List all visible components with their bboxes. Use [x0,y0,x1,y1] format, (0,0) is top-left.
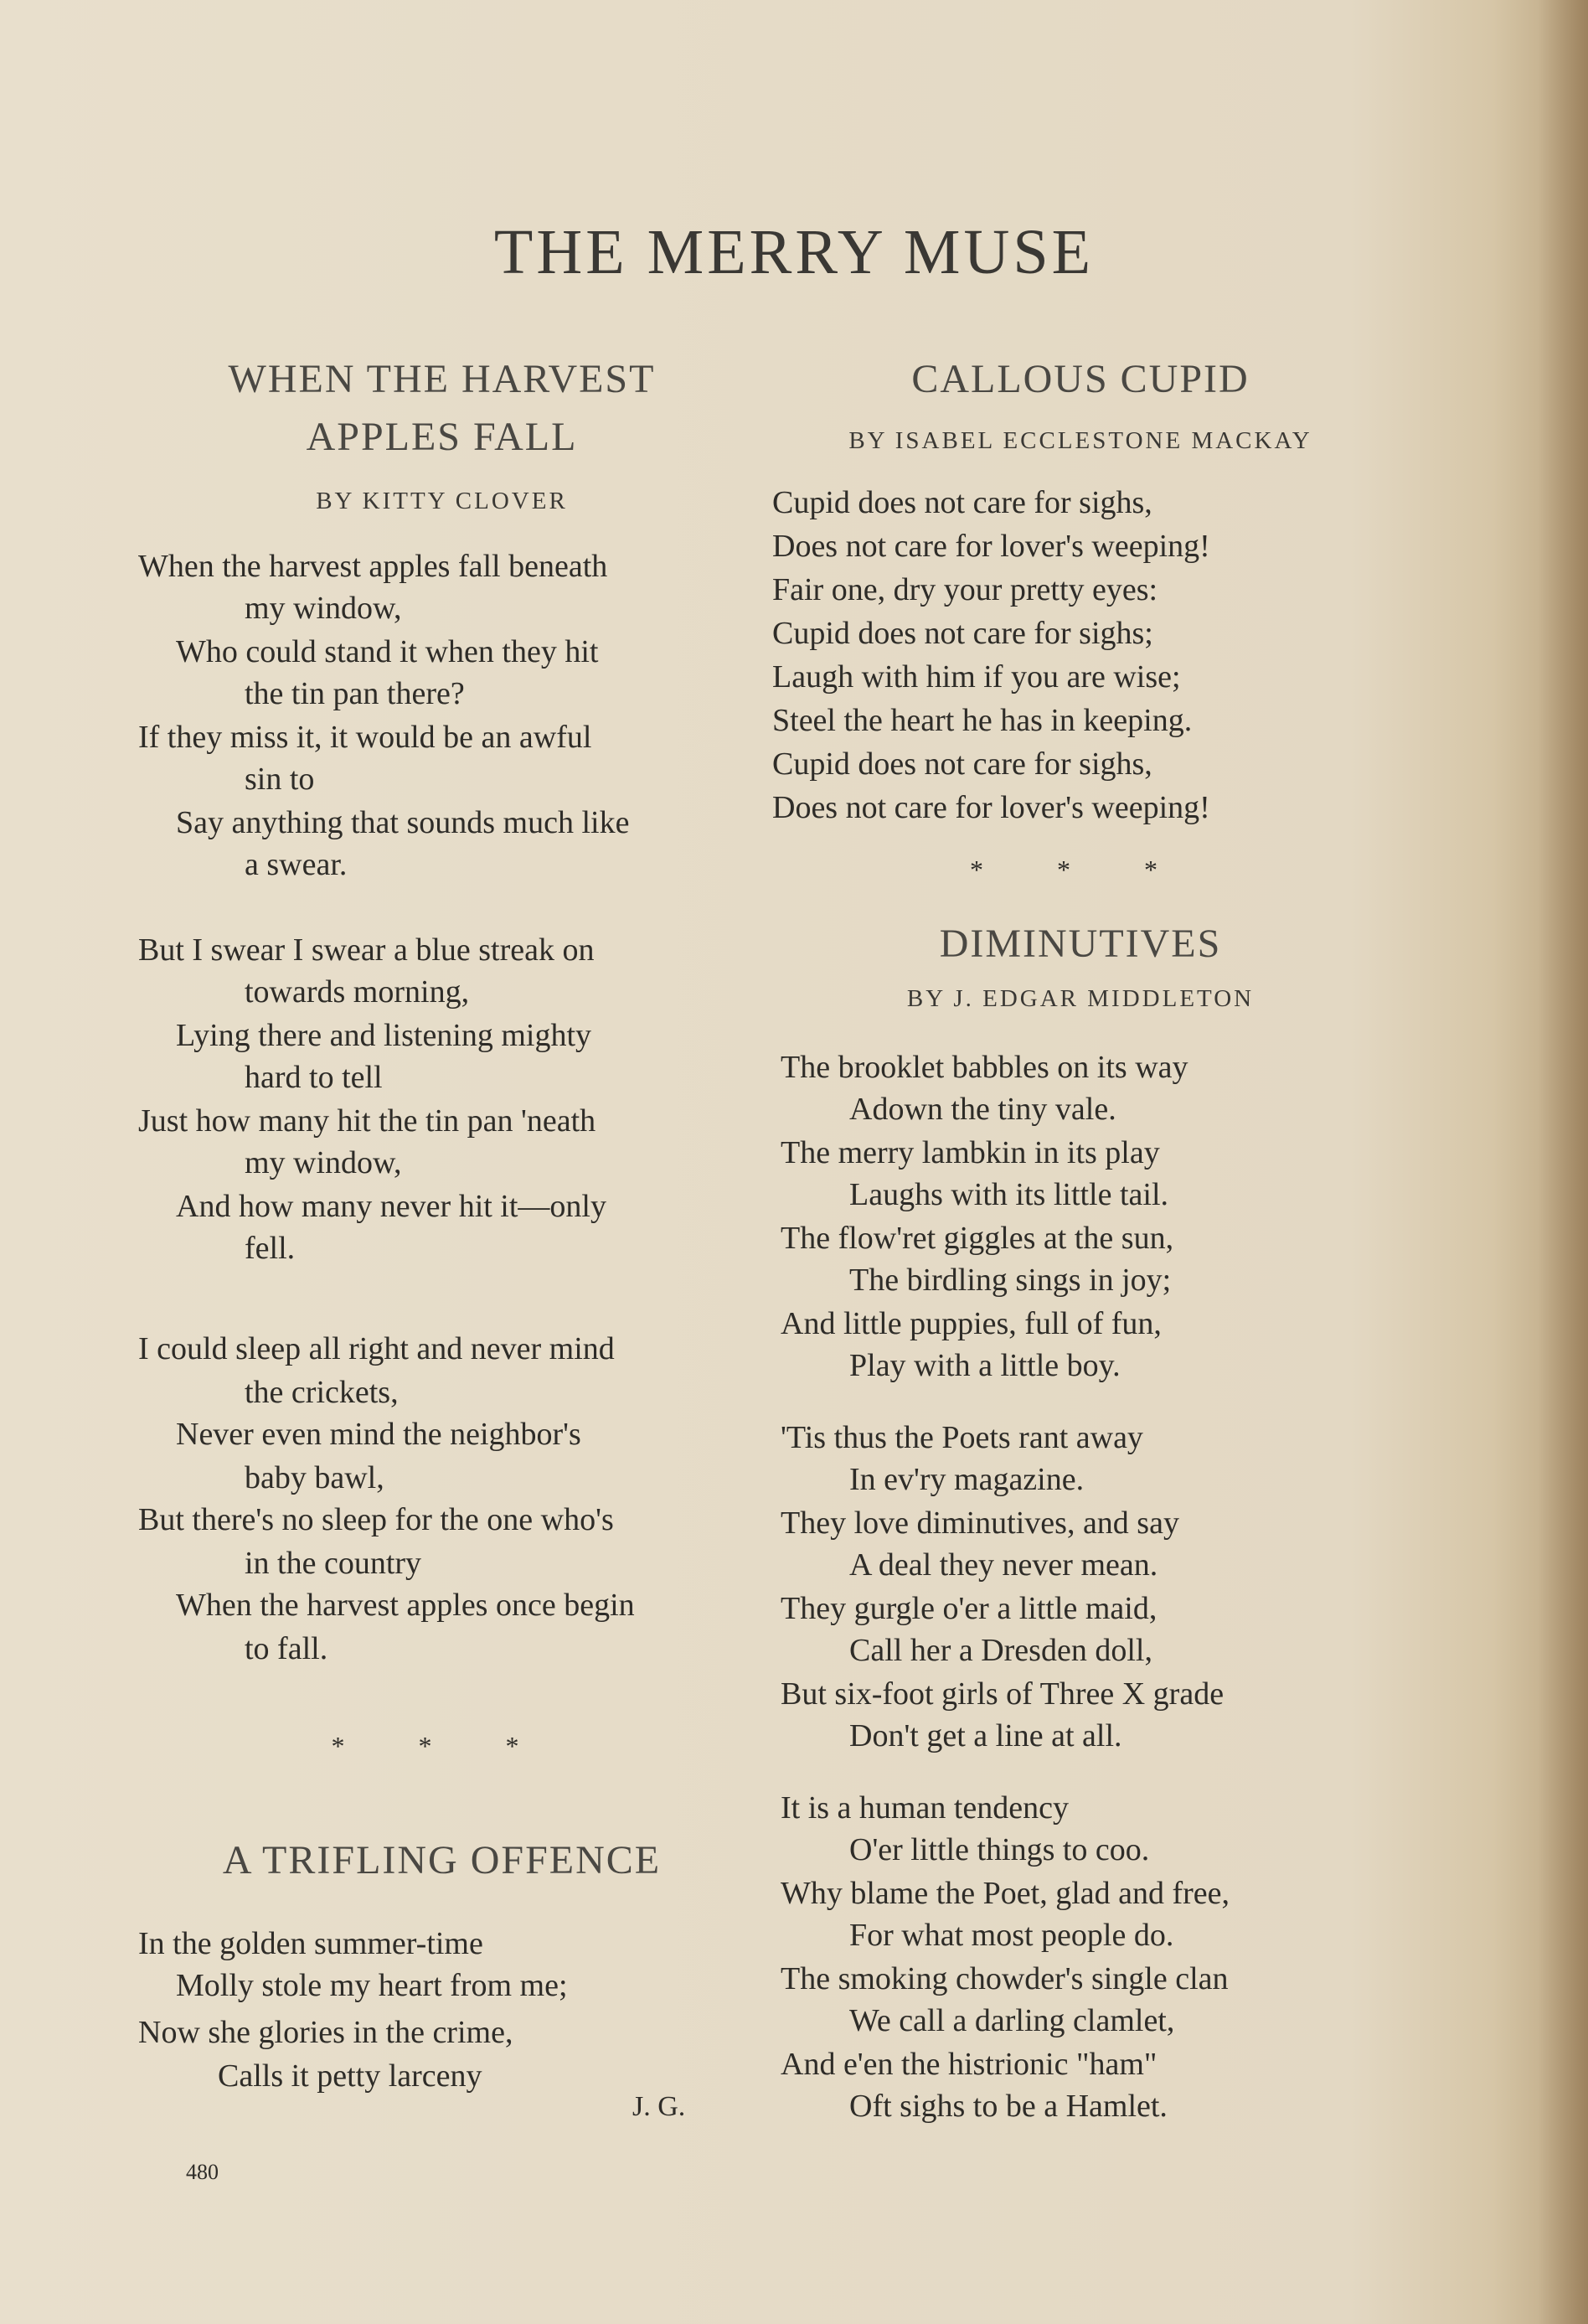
poem-line: Don't get a line at all. [849,1718,1122,1753]
poem-line: The smoking chowder's single clan [781,1961,1229,1996]
poem-line: The birdling sings in joy; [849,1263,1172,1298]
poem-line: Now she glories in the crime, [138,2015,513,2050]
poem-line: Steel the heart he has in keeping. [772,703,1193,738]
poem-line: And how many never hit it—only [176,1189,606,1224]
poem-line: When the harvest apples once begin [176,1588,635,1623]
poem-line: O'er little things to coo. [849,1832,1150,1867]
poem-line: Cupid does not care for sighs; [772,616,1153,651]
poem-title-trifling: A TRIFLING OFFENCE [222,1838,662,1882]
poem-line: Lying there and listening mighty [176,1018,592,1053]
poem-line: A deal they never mean. [849,1547,1158,1583]
poem-line: The brooklet babbles on its way [781,1050,1188,1085]
poem-line: But six-foot girls of Three X grade [781,1676,1225,1712]
poem-line: Does not care for lover's weeping! [772,529,1210,564]
poem-line: Laugh with him if you are wise; [772,659,1181,695]
poem-line: The merry lambkin in its play [781,1135,1160,1170]
poem-line: And little puppies, full of fun, [781,1306,1162,1341]
poem-line: baby bawl, [245,1460,384,1495]
poem-line: my window, [245,591,402,626]
poem-line: Call her a Dresden doll, [849,1633,1152,1668]
poem-line: Molly stole my heart from me; [176,1968,568,2003]
poem-title-diminutives: DIMINUTIVES [939,922,1222,966]
poem-line: in the country [245,1546,422,1581]
poem-line: Never even mind the neighbor's [176,1417,581,1452]
poem-line: Does not care for lover's weeping! [772,790,1210,825]
poem-line: But I swear I swear a blue streak on [138,932,595,968]
poem-line: If they miss it, it would be an awful [138,720,592,755]
poem-line: But there's no sleep for the one who's [138,1502,614,1537]
section-separator: * * * [331,1731,553,1761]
poem-line: Who could stand it when they hit [176,634,599,669]
poem-title-harvest-line-1: WHEN THE HARVEST [228,357,656,401]
poem-line: Say anything that sounds much like [176,805,630,840]
poem-line: Adown the tiny vale. [849,1092,1116,1127]
section-separator: * * * [970,855,1191,885]
poem-line: In ev'ry magazine. [849,1462,1085,1497]
byline-cupid: BY ISABEL ECCLESTONE MACKAY [848,427,1312,454]
poem-line: to fall. [245,1631,328,1666]
poem-title-harvest [138,350,745,466]
page-title: THE MERRY MUSE [493,217,1095,287]
poem-line: Play with a little boy. [849,1348,1121,1383]
poem-line: Cupid does not care for sighs, [772,746,1152,782]
poem-line: We call a darling clamlet, [849,2003,1175,2038]
poem-line: For what most people do. [849,1918,1174,1953]
poem-line: Laughs with its little tail. [849,1177,1169,1212]
poem-line: When the harvest apples fall beneath [138,549,608,584]
poem-line: And e'en the histrionic "ham" [781,2047,1157,2082]
poem-line: the tin pan there? [245,676,465,711]
page-number: 480 [186,2160,219,2184]
poem-title-cupid: CALLOUS CUPID [911,357,1250,401]
poem-line: 'Tis thus the Poets rant away [781,1420,1143,1455]
poem-line: They gurgle o'er a little maid, [781,1591,1157,1626]
poem-line: hard to tell [245,1060,383,1095]
poem-line: towards morning, [245,974,470,1010]
signature-trifling: J. G. [632,2091,686,2122]
poem-line: Why blame the Poet, glad and free, [781,1876,1230,1911]
poem-line: Cupid does not care for sighs, [772,485,1152,520]
poem-line: Fair one, dry your pretty eyes: [772,572,1158,607]
byline-diminutives: BY J. EDGAR MIDDLETON [906,985,1255,1012]
poem-line: The flow'ret giggles at the sun, [781,1221,1174,1256]
poem-title-harvest-line-2: APPLES FALL [306,415,578,459]
byline-harvest: BY KITTY CLOVER [316,488,568,514]
poem-line: the crickets, [245,1375,399,1410]
page-edge-shadow [1538,0,1588,2324]
poem-line: It is a human tendency [781,1790,1070,1826]
poem-line: I could sleep all right and never mind [138,1331,615,1366]
poem-line: Calls it petty larceny [218,2058,482,2094]
poem-line: a swear. [245,847,348,882]
poem-line: They love diminutives, and say [781,1505,1179,1541]
poem-line: fell. [245,1231,296,1266]
poem-line: Oft sighs to be a Hamlet. [849,2089,1168,2124]
poem-line: In the golden summer-time [138,1926,483,1961]
poem-line: my window, [245,1145,402,1180]
poem-line: Just how many hit the tin pan 'neath [138,1103,596,1139]
poem-line: sin to [245,762,315,797]
